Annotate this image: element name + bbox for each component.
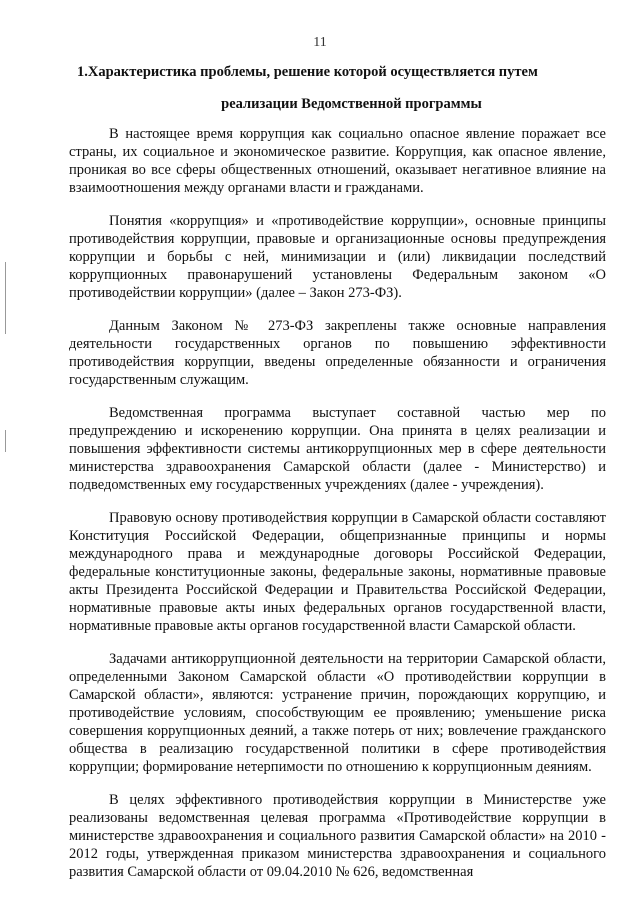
paragraph-6: Задачами антикоррупционной деятельности на территории Самарской области, определенными Законом Самарской области «О противодействии коррупции в Самарской области», являются: устранение причин, порождающих коррупцию, и противодействие условиям, способствующим ее проявлению; уменьшение риска совершения коррупционных деяний, а также потерь от них; вовлечение гражданского общества в реализацию государственной политики в сфере противодействия коррупции; формирование нетерпимости по отношению к коррупционным деяниям. — [69, 651, 606, 775]
paragraph-4: Ведомственная программа выступает составной частью мер по предупреждению и искоренению коррупции. Она принята в целях реализации и повышения эффективности системы антикоррупционных мер в сфере деятельности министерства здравоохранения Самарской области (далее - Министерство) и подведомственных ему государственных учреждениях (далее - учреждения). — [69, 405, 606, 493]
scan-edge-mark — [5, 430, 6, 452]
page-number: 11 — [313, 35, 327, 50]
scan-edge-mark — [5, 262, 6, 334]
paragraph-7: В целях эффективного противодействия коррупции в Министерстве уже реализованы ведомственная целевая программа «Противодействие коррупции в министерстве здравоохранения и социального развития Самарской области» на 2010 - 2012 годы, утвержденная приказом министерства здравоохранения и социального развития Самарской области от 09.04.2010 № 626, ведомственная — [69, 792, 606, 880]
document-body — [69, 62, 606, 896]
section-heading — [69, 62, 606, 114]
section-heading-line-2: реализации Ведомственной программы — [221, 96, 482, 112]
paragraph-1: В настоящее время коррупция как социально опасное явление поражает все страны, их социальное и экономическое развитие. Коррупция, как опасное явление, проникая во все сферы общественных отношений, оказывает негативное влияние на взаимоотношения между органами власти и гражданами. — [69, 126, 606, 196]
paragraph-5: Правовую основу противодействия коррупции в Самарской области составляют Конституция Российской Федерации, общепризнанные принципы и нормы международного права и международные договоры Российской Федерации, федеральные конституционные законы, федеральные законы, нормативные правовые акты Президента Российской Федерации и Правительства Российской Федерации, нормативные правовые акты иных федеральных органов государственной власти, нормативные правовые акты органов государственной власти Самарской области. — [69, 510, 606, 634]
section-heading-line-1: 1.Характеристика проблемы, решение которой осуществляется путем — [77, 64, 538, 80]
paragraphs — [69, 125, 606, 881]
paragraph-2: Понятия «коррупция» и «противодействие коррупции», основные принципы противодействия коррупции, правовые и организационные основы предупреждения коррупции и борьбы с ней, минимизации и (или) ликвидации последствий коррупционных правонарушений установлены Федеральным законом «О противодействии коррупции» (далее – Закон 273-ФЗ). — [69, 213, 606, 301]
paragraph-3: Данным Законом № 273-ФЗ закреплены также основные направления деятельности государственных органов по повышению эффективности противодействия коррупции, введены определенные обязанности и ограничения государственным служащим. — [69, 318, 606, 388]
